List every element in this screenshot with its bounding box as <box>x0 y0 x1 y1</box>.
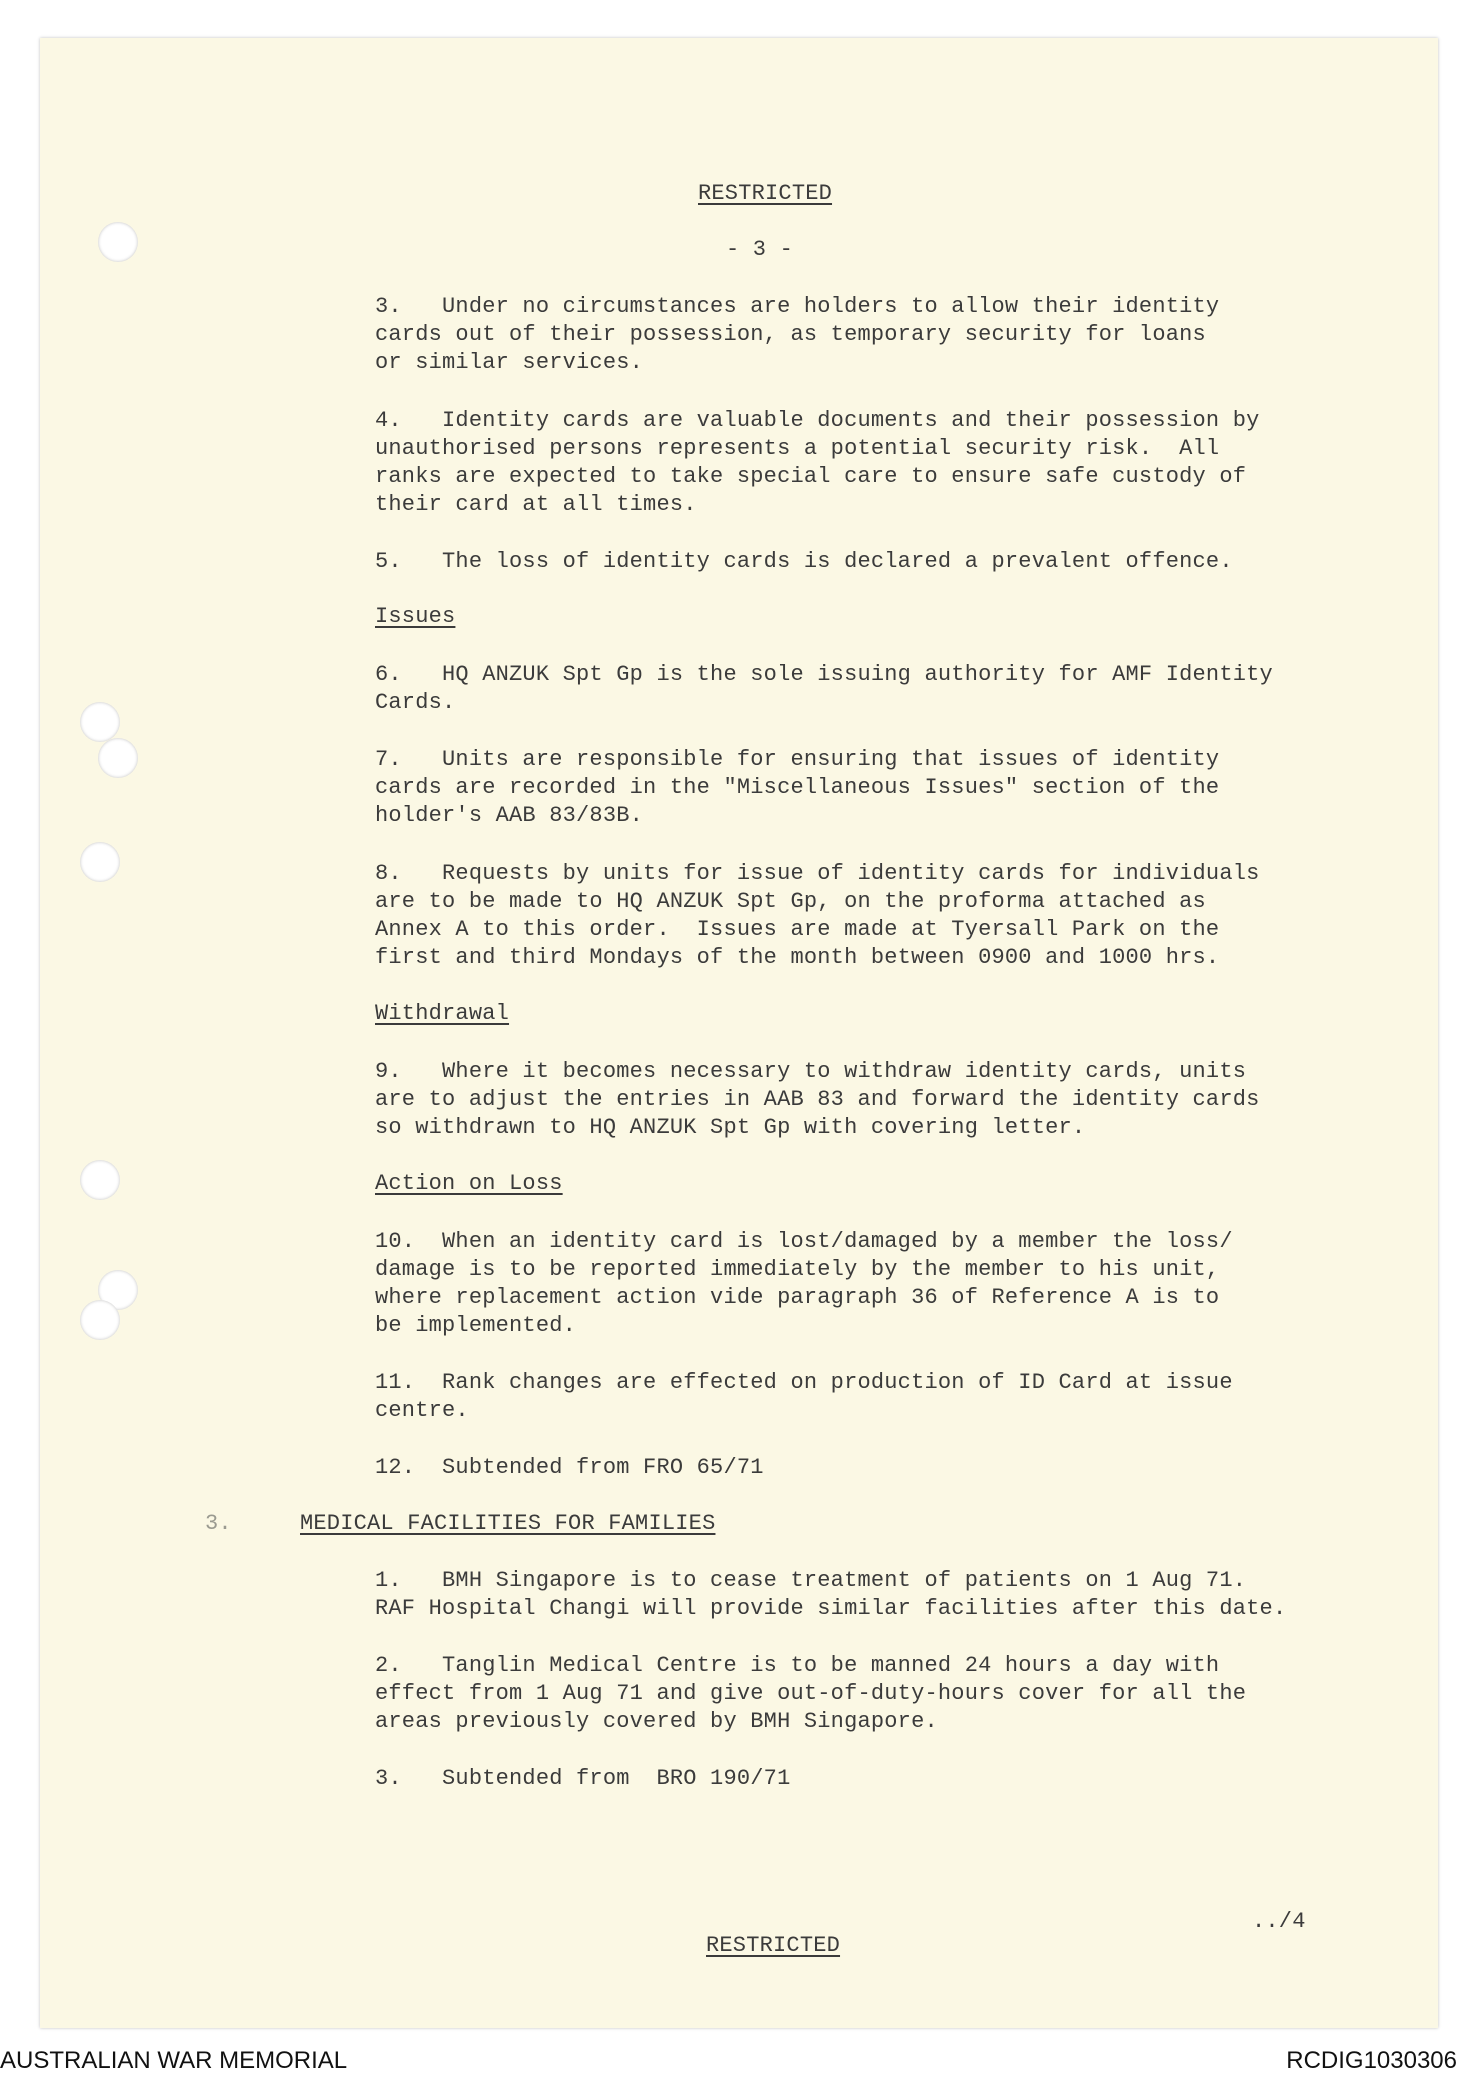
paragraph-line: so withdrawn to HQ ANZUK Spt Gp with covering letter. <box>375 1115 1086 1140</box>
paragraph-line: be implemented. <box>375 1313 577 1338</box>
archive-name: AUSTRALIAN WAR MEMORIAL <box>0 2047 348 2074</box>
paragraph-line: 12. Subtended from FRO 65/71 <box>375 1455 764 1480</box>
footer-classification: RESTRICTED <box>706 1933 841 1958</box>
paragraph-line: damage is to be reported immediately by the member to his unit, <box>375 1257 1220 1282</box>
paragraph-line: unauthorised persons represents a potential security risk. All <box>375 436 1220 461</box>
paragraph-line: their card at all times. <box>375 492 697 517</box>
paragraph-line: 2. Tanglin Medical Centre is to be manned 24 hours a day with <box>375 1653 1220 1678</box>
paragraph-line: 7. Units are responsible for ensuring that issues of identity <box>375 747 1220 772</box>
continuation-marker: ../4 <box>1252 1909 1306 1934</box>
paragraph-line: centre. <box>375 1398 469 1423</box>
paragraph-line: ranks are expected to take special care to ensure safe custody of <box>375 464 1247 489</box>
section-heading-issues: Issues <box>375 604 456 629</box>
paragraph-line: 3. Under no circumstances are holders to allow their identity <box>375 294 1220 319</box>
paragraph-line: Annex A to this order. Issues are made at Tyersall Park on the <box>375 917 1220 942</box>
section-heading-medical: MEDICAL FACILITIES FOR FAMILIES <box>300 1511 716 1536</box>
header-classification: RESTRICTED <box>698 181 833 206</box>
paragraph-line: 5. The loss of identity cards is declared a prevalent offence. <box>375 549 1233 574</box>
paragraph-line: are to adjust the entries in AAB 83 and forward the identity cards <box>375 1087 1260 1112</box>
punch-hole <box>98 222 138 262</box>
paragraph-line: Cards. <box>375 690 456 715</box>
section-heading-action-on-loss: Action on Loss <box>375 1171 563 1196</box>
paragraph-line: cards out of their possession, as temporary security for loans <box>375 322 1206 347</box>
paragraph-line: RAF Hospital Changi will provide similar facilities after this date. <box>375 1596 1287 1621</box>
paragraph-line: 11. Rank changes are effected on production of ID Card at issue <box>375 1370 1233 1395</box>
page-number: - 3 - <box>726 237 794 262</box>
paragraph-line: or similar services. <box>375 350 644 375</box>
paragraph-line: 6. HQ ANZUK Spt Gp is the sole issuing authority for AMF Identity <box>375 662 1273 687</box>
paragraph-line: 1. BMH Singapore is to cease treatment of patients on 1 Aug 71. <box>375 1568 1247 1593</box>
paragraph-line: areas previously covered by BMH Singapore. <box>375 1709 938 1734</box>
paragraph-line: 3. Subtended from BRO 190/71 <box>375 1766 791 1791</box>
section-heading-withdrawal: Withdrawal <box>375 1001 510 1026</box>
paragraph-line: 8. Requests by units for issue of identity cards for individuals <box>375 861 1260 886</box>
record-id: RCDIG1030306 <box>1286 2047 1457 2074</box>
paragraph-line: effect from 1 Aug 71 and give out-of-duty-hours cover for all the <box>375 1681 1247 1706</box>
punch-hole <box>80 1300 120 1340</box>
punch-hole <box>80 702 120 742</box>
paragraph-line: first and third Mondays of the month between 0900 and 1000 hrs. <box>375 945 1220 970</box>
paragraph-line: 9. Where it becomes necessary to withdraw identity cards, units <box>375 1059 1247 1084</box>
punch-hole <box>98 738 138 778</box>
punch-hole <box>80 1160 120 1200</box>
paragraph-line: 10. When an identity card is lost/damaged by a member the loss/ <box>375 1229 1233 1254</box>
paragraph-line: holder's AAB 83/83B. <box>375 803 644 828</box>
paragraph-line: where replacement action vide paragraph 36 of Reference A is to <box>375 1285 1220 1310</box>
punch-hole <box>80 842 120 882</box>
paragraph-line: are to be made to HQ ANZUK Spt Gp, on the proforma attached as <box>375 889 1206 914</box>
section-number: 3. <box>205 1511 232 1536</box>
paragraph-line: cards are recorded in the "Miscellaneous Issues" section of the <box>375 775 1220 800</box>
paragraph-line: 4. Identity cards are valuable documents and their possession by <box>375 408 1260 433</box>
